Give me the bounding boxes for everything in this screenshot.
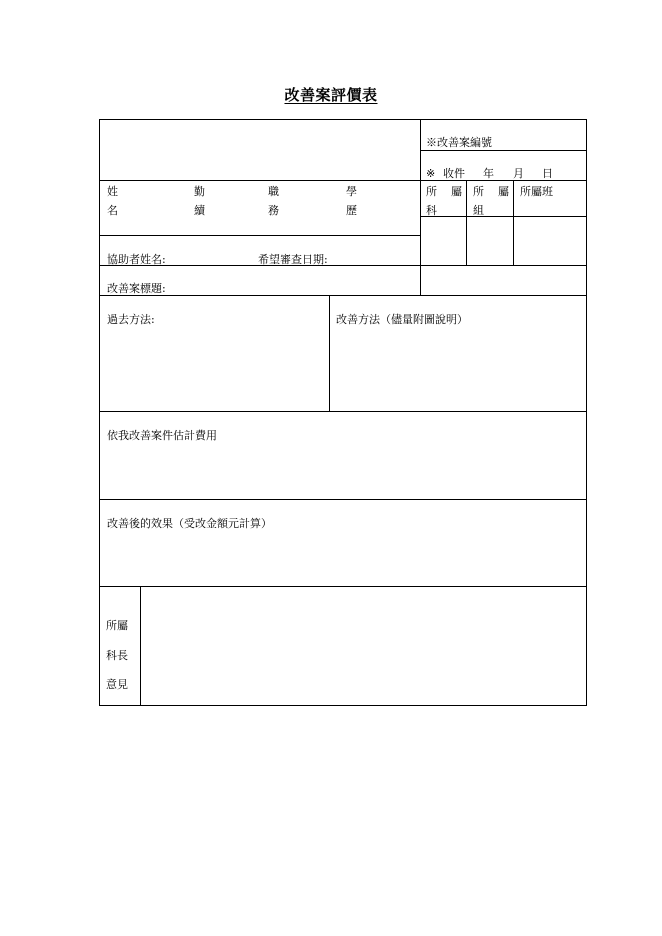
department-col-char2: 屬 [451,185,462,198]
month-label: 月 [513,167,524,180]
divider-cost [100,499,586,500]
divider-dept-group [466,180,467,265]
evaluation-form [99,119,587,706]
group-col-char1: 所 [473,185,484,198]
page-title: 改善案評價表 [284,86,378,104]
opinion-label-line3: 意見 [106,678,128,691]
department-col-char1: 所 [426,185,437,198]
name-col-line2: 名 [107,204,118,217]
review-date-label: 希望審查日期: [258,253,328,266]
education-col-line2: 歷 [346,204,357,217]
divider-effect [100,586,586,587]
department-col-char3: 科 [426,204,437,217]
assistant-label: 協助者姓名: [107,253,166,266]
cost-label: 依我改善案件估計費用 [107,429,217,442]
education-col-line1: 學 [346,185,357,198]
divider-subject [100,295,586,296]
name-col-line1: 姓 [107,185,118,198]
receipt-mark: ※ [426,167,436,180]
divider-assistant [100,265,586,266]
seniority-col-line2: 續 [194,204,205,217]
past-method-label: 過去方法: [107,313,155,326]
effect-label: 改善後的效果（受改金額元計算） [107,517,272,530]
opinion-label-line2: 科長 [106,649,128,662]
day-label: 日 [542,167,553,180]
divider-dept-labels [420,216,586,217]
improved-method-label: 改善方法（儘量附圖說明） [336,313,468,326]
position-col-line1: 職 [268,185,279,198]
group-col-char2: 屬 [498,185,509,198]
group-col-char3: 組 [473,204,484,217]
seniority-col-line1: 勤 [194,185,205,198]
receipt-label: 收件 [443,167,465,180]
divider-opinion-label [140,586,141,705]
year-label: 年 [483,167,494,180]
divider-applicant [100,235,420,236]
team-label: 所屬班 [520,185,553,198]
divider-right-column [420,120,421,295]
position-col-line2: 務 [268,204,279,217]
proposal-number-label: ※改善案編號 [426,136,492,149]
divider-group-team [513,180,514,265]
opinion-label-line1: 所屬 [106,619,128,632]
subject-label: 改善案標題: [107,282,166,295]
divider-methods [100,411,586,412]
divider-methods-split [329,295,330,411]
divider-number-receipt [420,150,586,151]
